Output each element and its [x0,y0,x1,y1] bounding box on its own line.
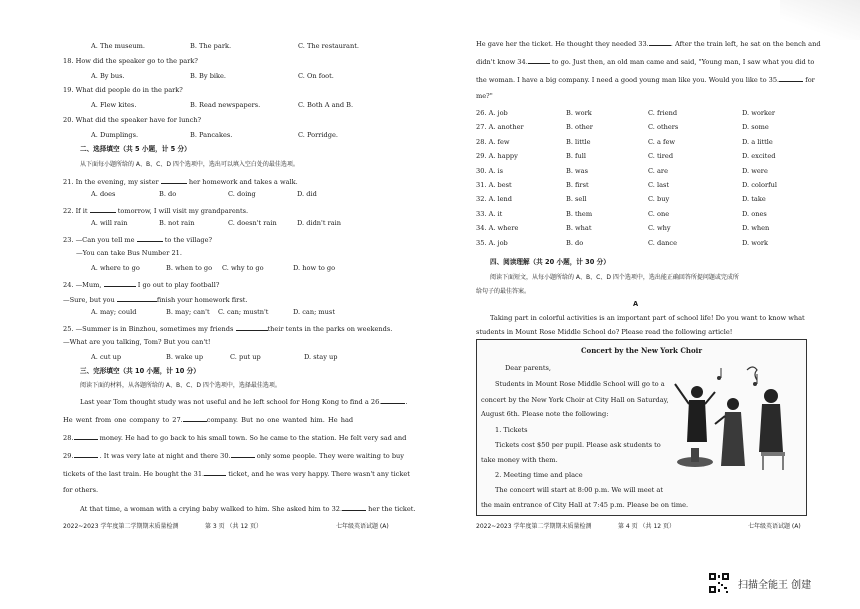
q18-stem: 18. How did the speaker go to the park? [63,57,198,65]
q25-reply: —What are you talking, Tom? But you can't! [63,338,211,346]
reading-intro-1: Taking part in colorful activities is an important part of school life! Do you want to know what [490,314,805,322]
q21-option-a: A. does [91,190,116,198]
cloze-option-34-a: 34. A. where [476,224,519,233]
cloze-option-34-d: D. when [742,224,770,233]
cloze-option-32-b: B. sell [566,195,587,204]
cloze-option-32-d: D. take [742,195,766,204]
cloze-option-27-c: C. others [648,123,679,132]
cloze-option-26-b: B. work [566,109,592,117]
q17-option-c: C. The restaurant. [298,42,359,50]
reading-intro-2: students in Mount Rose Middle School do? Please read the following article! [476,328,733,336]
q21-option-c: C. doing [228,190,256,198]
cloze-option-30-b: B. was [566,166,588,175]
passage-cont-line-4: me?" [476,92,493,100]
passage-line-3: 28. money. He had to go back to his small town. So he came to the station. He felt very sad and [63,434,407,442]
cloze-option-34-c: C. why [648,224,671,233]
cloze-option-26-d: D. worker [742,109,776,117]
footer-page-number: 第 3 页 （共 12 页） [205,523,262,530]
q24-option-d: D. can; must [293,308,335,316]
cloze-option-35-c: C. dance [648,238,677,247]
q25-option-a: A. cut up [91,353,122,361]
scanner-watermark: 扫描全能王 创建 [738,580,812,591]
passage-line-5: tickets of the last train. He bought the 31. ticket, and he was very happy. There wasn't any ticket [63,470,410,478]
q20-option-b: B. Pancakes. [190,131,233,139]
q23-option-c: C. why to go [222,264,264,272]
cloze-option-31-a: 31. A. best [476,181,512,189]
cloze-option-32-c: C. buy [648,195,670,204]
q19-option-a: A. Flew kites. [91,101,137,109]
cloze-option-28-d: D. a little [742,137,773,146]
passage-line-7: At that time, a woman with a crying baby walked to him. She asked him to 32. her the ticket. [80,505,416,513]
left-page [0,0,430,575]
q20-stem: 20. What did the speaker have for lunch? [63,116,202,124]
notice-line-1: Dear parents, [505,364,551,372]
notice-line-9: The concert will start at 8:00 p.m. We will meet at [495,486,664,494]
section2-instruction: 从下面每小题所给的 A、B、C、D 四个选项中，选出可以填入空白处的最佳选项。 [80,161,299,168]
cloze-option-35-a: 35. A. job [476,238,508,247]
cloze-option-34-b: B. what [566,224,592,233]
q25-option-c: C. put up [230,353,261,361]
cloze-option-29-b: B. full [566,152,586,161]
q21-option-d: D. did [297,190,317,198]
cloze-option-31-b: B. first [566,181,589,189]
passage-line-1: Last year Tom thought study was not useful and he left school for Hong Kong to find a 26. . [80,398,408,406]
cloze-option-35-d: D. work [742,238,769,247]
q23-option-b: B. when to go [166,264,213,272]
cloze-option-35-b: B. do [566,238,584,247]
q25-stem: 25. —Summer is in Binzhou, sometimes my friends their tents in the parks on weekends. [63,325,393,333]
q24-stem: 24. —Mum, I go out to play football? [63,281,220,289]
cloze-option-28-b: B. little [566,137,591,146]
q19-stem: 19. What did people do in the park? [63,86,183,94]
cloze-option-29-c: C. tired [648,152,674,161]
q22-option-c: C. doesn't rain [228,219,277,227]
passage-cont-line-2: didn't know 34. to go. Just then, an old man came and said, "Young man, I saw what you did to [476,58,815,66]
cloze-option-31-c: C. last [648,181,670,189]
q23-option-a: A. where to go [91,264,140,272]
cloze-option-27-b: B. other [566,123,593,132]
choir-singers-illustration [667,362,797,472]
q24-option-c: C. can; mustn't [218,308,269,316]
cloze-option-33-b: B. them [566,209,593,218]
notice-line-4: August 6th. Please note the following: [481,410,609,418]
footer-subject: 七年级英语试题 (A) [336,523,389,530]
q19-option-c: C. Both A and B. [298,101,354,109]
passage-cont-line-3: the woman. I have a big company. I need a good young man like you. Would you like to 35. for [476,76,815,84]
qr-code-icon [708,572,730,594]
cloze-option-29-d: D. excited [742,152,776,161]
passage-cont-line-1: He gave her the ticket. He thought they needed 33. . After the train left, he sat on the bench and [476,40,821,48]
notice-line-5: 1. Tickets [495,426,528,434]
q25-option-b: B. wake up [166,353,204,361]
cloze-option-30-c: C. are [648,166,668,175]
q24-option-b: B. may; can't [166,308,210,316]
cloze-option-30-d: D. were [742,166,768,175]
footer-page-number: 第 4 页 （共 12 页） [618,523,675,530]
cloze-option-26-c: C. friend [648,109,678,117]
concert-notice-box [476,339,807,516]
q17-option-a: A. The museum. [91,42,145,50]
passage-line-6: for others. [63,486,99,494]
passage-line-4: 29. . It was very late at night and there 30. only some people. They were waiting to buy [63,452,405,460]
q22-stem: 22. If it tomorrow, I will visit my grandparents. [63,207,249,215]
q22-option-d: D. didn't rain [297,219,342,227]
q24-reply: —Sure, but you finish your homework first. [63,296,248,304]
footer-left: 2022~2023 学年度第二学期期末质量检测 [476,523,592,530]
notice-line-10: the main entrance of City Hall at 7:45 p.m. Please be on time. [481,501,689,509]
concert-notice-title: Concert by the New York Choir [580,346,703,355]
q17-option-b: B. The park. [190,42,232,50]
q24-option-a: A. may; could [91,308,137,316]
q20-option-a: A. Dumplings. [91,131,139,139]
q18-option-b: B. By bike. [190,72,227,80]
cloze-option-27-d: D. some [742,123,769,132]
q23-option-d: D. how to go [293,264,336,272]
notice-line-2: Students in Mount Rose Middle School will go to a [495,380,665,388]
cloze-option-33-c: C. one [648,209,670,218]
notice-line-6: Tickets cost $50 per pupil. Please ask students to [495,441,661,449]
section4-title: 四、阅读理解（共 20 小题，计 30 分） [490,258,610,266]
notice-line-3: concert by the New York Choir at City Hall on Saturday, [481,396,669,404]
cloze-option-33-d: D. ones [742,209,767,218]
notice-line-7: take money with them. [481,456,558,464]
section2-title: 二、选择填空（共 5 小题，计 5 分） [80,145,191,153]
cloze-option-28-a: 28. A. few [476,137,510,146]
footer-subject: 七年级英语试题 (A) [748,523,801,530]
section4-instruction-2: 给句子的最佳答案。 [476,288,531,295]
q23-reply: —You can take Bus Number 21. [76,249,182,257]
cloze-option-30-a: 30. A. is [476,166,504,175]
cloze-option-33-a: 33. A. it [476,209,503,218]
q25-option-d: D. stay up [304,353,338,361]
q21-option-b: B. do [159,190,177,198]
cloze-option-26-a: 26. A. job [476,109,508,117]
footer-left: 2022~2023 学年度第二学期期末质量检测 [63,523,179,530]
notice-line-8: 2. Meeting time and place [495,471,583,479]
section3-title: 三、完形填空（共 10 小题，计 10 分） [80,367,200,375]
q18-option-c: C. On foot. [298,72,334,80]
q20-option-c: C. Porridge. [298,131,338,139]
passage-letter: A [633,300,639,308]
cloze-option-31-d: D. colorful [742,181,777,189]
q19-option-b: B. Read newspapers. [190,101,261,109]
section4-instruction-1: 阅读下面短文，从每小题所给的 A、B、C、D 四个选项中，选出能正确回答所提问题或完成所 [490,274,739,281]
section3-instruction: 阅读下面的材料，从各题所给的 A、B、C、D 四个选项中，选择最佳选项。 [80,382,281,389]
cloze-option-28-c: C. a few [648,137,676,146]
cloze-option-29-a: 29. A. happy [476,152,518,161]
q22-option-b: B. not rain [159,219,195,227]
q22-option-a: A. will rain [91,219,128,227]
q23-stem: 23. —Can you tell me to the village? [63,236,213,244]
q18-option-a: A. By bus. [91,72,125,80]
q21-stem: 21. In the evening, my sister her homework and takes a walk. [63,178,298,186]
cloze-option-27-a: 27. A. another [476,123,524,132]
passage-line-2: He went from one company to 27. company. But no one wanted him. He had [63,416,354,424]
cloze-option-32-a: 32. A. lend [476,195,513,204]
